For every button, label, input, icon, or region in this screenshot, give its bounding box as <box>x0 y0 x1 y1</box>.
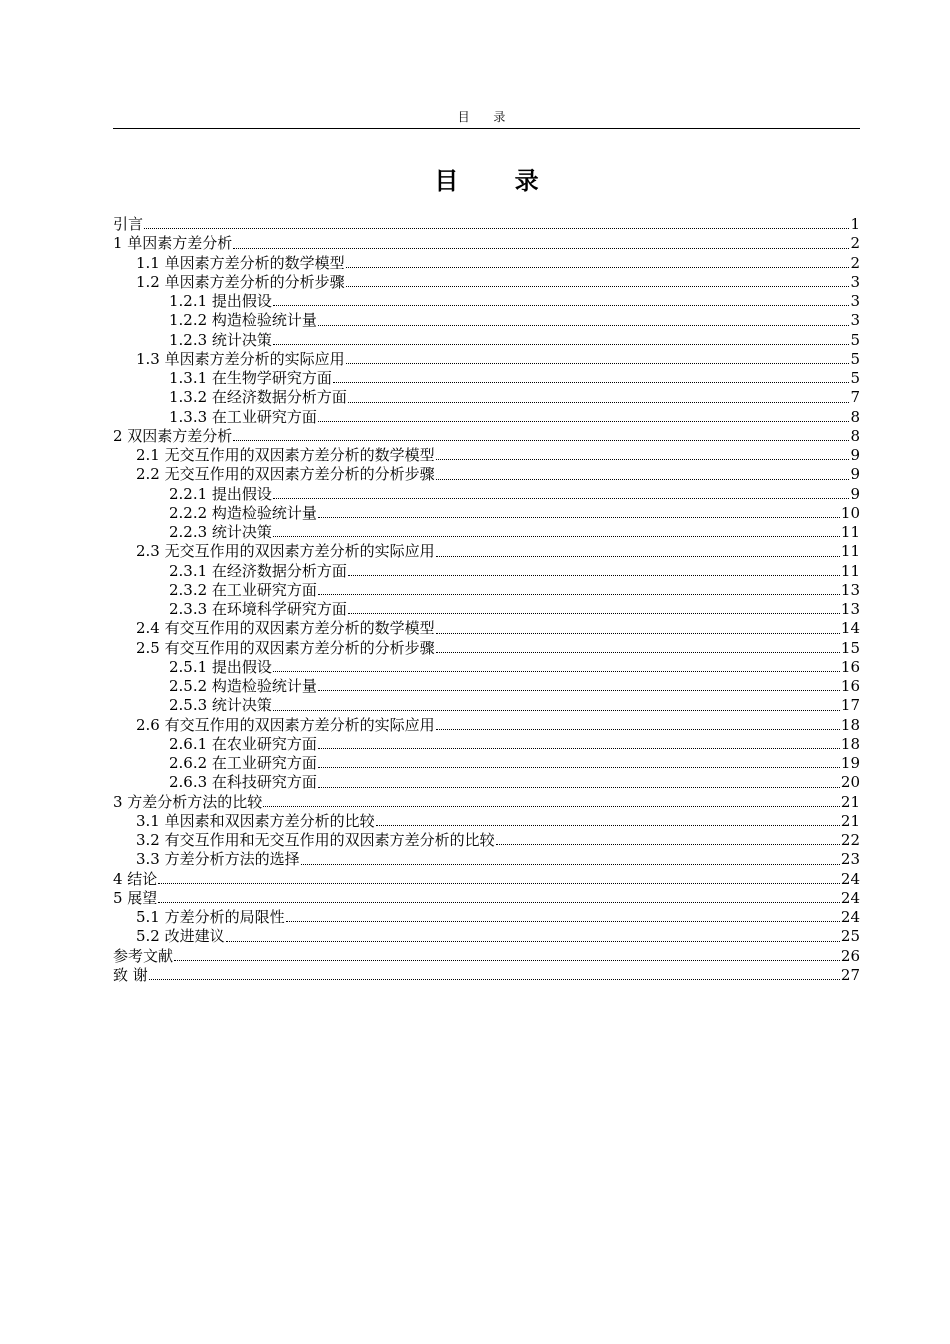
toc-entry-page: 21 <box>840 811 860 830</box>
toc-leader-dots <box>436 651 840 653</box>
toc-leader-dots <box>318 593 840 595</box>
toc-leader-dots <box>318 786 840 788</box>
toc-leader-dots <box>301 863 840 865</box>
toc-entry[interactable] <box>113 311 860 330</box>
toc-entry-page: 24 <box>840 869 860 888</box>
toc-entry-label: 4 结论 <box>113 869 158 888</box>
toc-entry-label: 2.2.3 统计决策 <box>169 523 272 541</box>
toc-entry[interactable] <box>113 870 860 889</box>
toc-entry-label: 2.2 无交互作用的双因素方差分析的分析步骤 <box>136 465 435 484</box>
page-title: 目 录 <box>434 167 563 195</box>
toc-entry-page: 16 <box>840 677 860 695</box>
toc-entry[interactable] <box>113 927 860 946</box>
toc-entry-page: 2 <box>850 253 860 272</box>
toc-entry-label: 1.2.1 提出假设 <box>169 292 272 310</box>
toc-entry[interactable] <box>113 735 860 754</box>
toc-entry[interactable] <box>113 523 860 542</box>
toc-entry-label: 2.6.1 在农业研究方面 <box>169 734 317 753</box>
toc-entry[interactable] <box>113 600 860 619</box>
toc-leader-dots <box>318 747 840 749</box>
toc-entry-label: 2.5.2 构造检验统计量 <box>169 677 317 695</box>
toc-leader-dots <box>158 882 840 884</box>
toc-leader-dots <box>273 497 850 499</box>
toc-leader-dots <box>348 612 840 614</box>
toc-leader-dots <box>346 362 850 364</box>
running-header: 目 录 <box>457 110 516 124</box>
toc-entry[interactable] <box>113 408 860 427</box>
toc-entry[interactable] <box>113 542 860 561</box>
toc-entry-label: 1.3 单因素方差分析的实际应用 <box>136 349 345 368</box>
toc-entry-page: 21 <box>840 792 860 811</box>
toc-entry-label: 2.6 有交互作用的双因素方差分析的实际应用 <box>136 715 435 734</box>
toc-entry-label: 5.2 改进建议 <box>136 927 225 946</box>
toc-entry-page: 15 <box>840 638 860 657</box>
toc-entry-page: 3 <box>850 272 860 291</box>
table-of-contents <box>113 215 860 985</box>
toc-entry-label: 1.2 单因素方差分析的分析步骤 <box>136 272 345 291</box>
toc-entry-label: 2.6.3 在科技研究方面 <box>169 773 317 792</box>
toc-entry[interactable] <box>113 215 860 234</box>
toc-leader-dots <box>346 285 850 287</box>
toc-entry[interactable] <box>113 485 860 504</box>
toc-entry[interactable] <box>113 273 860 292</box>
toc-entry-label: 1.1 单因素方差分析的数学模型 <box>136 253 345 272</box>
toc-entry[interactable] <box>113 388 860 407</box>
toc-leader-dots <box>436 478 850 480</box>
toc-entry-page: 25 <box>840 927 860 946</box>
toc-entry-page: 13 <box>840 580 860 599</box>
toc-leader-dots <box>346 266 850 268</box>
toc-entry-page: 10 <box>840 503 860 522</box>
toc-entry-page: 7 <box>850 388 860 407</box>
toc-entry[interactable] <box>113 254 860 273</box>
toc-entry[interactable] <box>113 465 860 484</box>
toc-entry-page: 1 <box>850 215 860 233</box>
toc-entry[interactable] <box>113 619 860 638</box>
toc-entry[interactable] <box>113 504 860 523</box>
toc-leader-dots <box>273 535 840 537</box>
toc-entry-label: 2.2.2 构造检验统计量 <box>169 503 317 522</box>
toc-leader-dots <box>233 247 849 249</box>
toc-leader-dots <box>318 766 840 768</box>
toc-leader-dots <box>273 343 850 345</box>
toc-entry-label: 致 谢 <box>113 965 148 984</box>
toc-entry-label: 3 方差分析方法的比较 <box>113 792 263 811</box>
toc-entry[interactable] <box>113 793 860 812</box>
toc-entry[interactable] <box>113 947 860 966</box>
toc-entry[interactable] <box>113 369 860 388</box>
toc-entry-page: 26 <box>840 946 860 965</box>
toc-entry[interactable] <box>113 696 860 715</box>
toc-entry[interactable] <box>113 754 860 773</box>
toc-entry-page: 18 <box>840 734 860 753</box>
toc-entry-label: 3.2 有交互作用和无交互作用的双因素方差分析的比较 <box>136 831 495 849</box>
toc-entry-page: 19 <box>840 754 860 772</box>
toc-entry-label: 参考文献 <box>113 946 174 965</box>
toc-entry-label: 5 展望 <box>113 888 158 907</box>
toc-leader-dots <box>174 959 840 961</box>
toc-entry-page: 8 <box>850 426 860 445</box>
toc-entry-page: 13 <box>840 600 860 618</box>
toc-entry-page: 11 <box>840 523 860 541</box>
toc-leader-dots <box>436 728 840 730</box>
toc-entry[interactable] <box>113 773 860 792</box>
toc-entry-label: 3.1 单因素和双因素方差分析的比较 <box>136 811 375 830</box>
toc-entry-page: 3 <box>850 311 860 330</box>
toc-entry-label: 2.3 无交互作用的双因素方差分析的实际应用 <box>136 542 435 561</box>
toc-leader-dots <box>318 420 850 422</box>
toc-entry-label: 1 单因素方差分析 <box>113 234 233 253</box>
toc-entry[interactable] <box>113 562 860 581</box>
toc-entry[interactable] <box>113 850 860 869</box>
toc-entry-label: 2.6.2 在工业研究方面 <box>169 754 317 772</box>
toc-entry-page: 22 <box>840 831 860 849</box>
toc-entry-page: 14 <box>840 619 860 638</box>
toc-entry-label: 2.5.3 统计决策 <box>169 696 272 715</box>
toc-leader-dots <box>318 324 850 326</box>
toc-leader-dots <box>376 824 840 826</box>
toc-entry-page: 16 <box>840 657 860 676</box>
toc-entry[interactable] <box>113 908 860 927</box>
toc-entry-page: 3 <box>850 292 860 310</box>
toc-entry[interactable] <box>113 331 860 350</box>
toc-leader-dots <box>263 805 840 807</box>
toc-leader-dots <box>318 516 840 518</box>
toc-entry-label: 引言 <box>113 215 144 233</box>
toc-entry[interactable] <box>113 427 860 446</box>
toc-entry[interactable] <box>113 831 860 850</box>
toc-entry-label: 2.3.2 在工业研究方面 <box>169 580 317 599</box>
toc-entry-label: 1.3.3 在工业研究方面 <box>169 407 317 426</box>
toc-entry-page: 18 <box>840 715 860 734</box>
toc-entry-label: 1.3.2 在经济数据分析方面 <box>169 388 347 407</box>
toc-entry-page: 5 <box>850 330 860 349</box>
toc-entry[interactable] <box>113 677 860 696</box>
toc-entry[interactable] <box>113 234 860 253</box>
toc-entry-page: 20 <box>840 773 860 792</box>
toc-leader-dots <box>436 632 840 634</box>
toc-entry-page: 24 <box>840 888 860 907</box>
toc-entry[interactable] <box>113 350 860 369</box>
toc-entry[interactable] <box>113 812 860 831</box>
toc-entry-page: 11 <box>840 561 860 580</box>
toc-leader-dots <box>273 670 840 672</box>
toc-entry[interactable] <box>113 716 860 735</box>
toc-entry-label: 1.3.1 在生物学研究方面 <box>169 369 332 387</box>
toc-entry-page: 17 <box>840 696 860 715</box>
toc-leader-dots <box>348 401 850 403</box>
toc-leader-dots <box>158 901 840 903</box>
toc-leader-dots <box>273 304 850 306</box>
toc-leader-dots <box>436 555 840 557</box>
toc-entry[interactable] <box>113 658 860 677</box>
toc-entry-page: 5 <box>850 369 860 387</box>
toc-leader-dots <box>144 227 849 229</box>
toc-entry-label: 2 双因素方差分析 <box>113 426 233 445</box>
toc-entry-page: 23 <box>840 850 860 869</box>
toc-leader-dots <box>496 843 840 845</box>
toc-entry-label: 2.5.1 提出假设 <box>169 657 272 676</box>
toc-entry[interactable] <box>113 889 860 908</box>
toc-leader-dots <box>348 574 840 576</box>
toc-entry-page: 9 <box>850 484 860 503</box>
toc-entry-label: 2.2.1 提出假设 <box>169 484 272 503</box>
toc-leader-dots <box>233 439 849 441</box>
toc-entry-page: 27 <box>840 965 860 984</box>
toc-entry[interactable] <box>113 966 860 985</box>
toc-entry-label: 3.3 方差分析方法的选择 <box>136 850 300 869</box>
toc-entry-label: 1.2.2 构造检验统计量 <box>169 311 317 330</box>
toc-entry[interactable] <box>113 292 860 311</box>
toc-entry-label: 2.5 有交互作用的双因素方差分析的分析步骤 <box>136 638 435 657</box>
toc-entry-page: 9 <box>850 446 860 464</box>
toc-entry-page: 24 <box>840 908 860 926</box>
toc-leader-dots <box>286 920 840 922</box>
toc-entry[interactable] <box>113 446 860 465</box>
toc-entry-label: 2.1 无交互作用的双因素方差分析的数学模型 <box>136 446 435 464</box>
toc-entry[interactable] <box>113 639 860 658</box>
toc-entry-page: 2 <box>850 234 860 253</box>
toc-entry-page: 5 <box>850 349 860 368</box>
toc-leader-dots <box>318 689 840 691</box>
toc-entry-page: 8 <box>850 407 860 426</box>
toc-leader-dots <box>226 940 840 942</box>
toc-entry-label: 2.3.1 在经济数据分析方面 <box>169 561 347 580</box>
toc-entry-label: 1.2.3 统计决策 <box>169 330 272 349</box>
toc-leader-dots <box>273 709 840 711</box>
toc-entry-label: 2.3.3 在环境科学研究方面 <box>169 600 347 618</box>
toc-leader-dots <box>149 978 840 980</box>
toc-entry-label: 5.1 方差分析的局限性 <box>136 908 285 926</box>
toc-leader-dots <box>436 458 850 460</box>
toc-entry-page: 11 <box>840 542 860 561</box>
toc-entry[interactable] <box>113 581 860 600</box>
toc-leader-dots <box>333 381 850 383</box>
toc-entry-label: 2.4 有交互作用的双因素方差分析的数学模型 <box>136 619 435 638</box>
toc-entry-page: 9 <box>850 465 860 484</box>
header-rule <box>113 128 860 129</box>
